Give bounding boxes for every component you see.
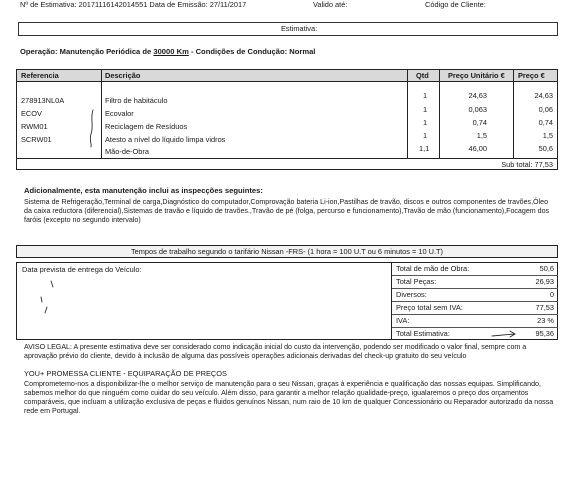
row-qty: 1,1: [419, 144, 430, 153]
summary-value: 50,6: [539, 264, 554, 273]
summary-row: [392, 315, 558, 328]
promise-text: Comprometemo-nos a disponibilizar-lhe o melhor serviço de manutenção para o seu Nissan, graças à experiência e qualificação das nossas equipas. Simplificando, sabemos melhor do que ninguém como cuidar do seu veículo. Além disso, para garantir a melhor relação qualidade-preço, igualaremos o preço dos orçamentos comparáveis, que incluam a utilização exclusiva de peças e fluidos genuínos Nissan, num raio de 10 km de qualquer Concessionário ou Reparador autorizado da nossa rede em Portugal.: [24, 380, 554, 416]
row-price: 0,06: [538, 105, 553, 114]
operation-km: 30000 Km: [153, 47, 189, 56]
legal-notice: AVISO LEGAL: A presente estimativa deve ser considerado como indicação inicial do custo da intervenção, podendo ser modificado o valor final, sempre com a aprovação prévio do cliente, devido à inclusão de alguma das possíveis operações adicionais derivadas del check-up gratuito do seu veículo: [24, 343, 527, 361]
col-qty: Qtd: [416, 71, 429, 80]
summary-label: Preço total sem IVA:: [396, 303, 463, 312]
row-unit: 0,063: [468, 105, 487, 114]
col-divider: [101, 70, 102, 158]
parts-table-header: [17, 70, 557, 82]
handwritten-mark-icon: [31, 277, 71, 317]
col-unit: Preço Unitário €: [448, 71, 505, 80]
row-unit: 24,63: [468, 91, 487, 100]
estimate-label: Estimativa:: [281, 24, 318, 33]
row-ref: ECOV: [21, 109, 42, 118]
operation-prefix: Operação: Manutenção Periódica de: [20, 47, 154, 56]
row-desc: Mão-de-Obra: [105, 147, 149, 156]
handwritten-mark-icon: [85, 108, 99, 148]
summary-row: [392, 302, 558, 315]
parts-table: [16, 69, 558, 170]
row-qty: 1: [423, 105, 428, 114]
row-price: 24,63: [534, 91, 553, 100]
summary-row: [392, 289, 558, 302]
summary-value: 0: [549, 290, 554, 299]
col-divider: [513, 70, 514, 158]
summary-row: [392, 276, 558, 289]
operation-title: [20, 47, 315, 56]
row-unit: 46,00: [468, 144, 487, 153]
row-price: 1,5: [542, 131, 553, 140]
subtotal-row: [17, 158, 557, 170]
handwritten-arrow-icon: [490, 328, 520, 340]
row-price: 50,6: [538, 144, 553, 153]
col-price: Preço €: [518, 71, 545, 80]
row-ref: SCRW01: [21, 135, 52, 144]
promise-title: YOU+ PROMESSA CLIENTE - EQUIPARAÇÃO DE PREÇOS: [24, 369, 227, 378]
row-ref: 278913NL0A: [21, 96, 65, 105]
delivery-date-label: Data prevista de entrega do Veículo:: [22, 265, 142, 274]
summary-row: [392, 263, 558, 276]
summary-value: 26,93: [535, 277, 554, 286]
col-ref: Referencia: [21, 71, 59, 80]
col-divider: [407, 70, 408, 158]
labor-times-text: Tempos de trabalho segundo o tarifário Nissan -FRS- (1 hora = 100 U.T ou 6 minutos = 10 U.T): [130, 247, 444, 256]
summary-label: IVA:: [396, 316, 410, 325]
row-desc: Ecovalor: [105, 109, 134, 118]
summary-box: [16, 262, 558, 340]
row-price: 0,74: [538, 118, 553, 127]
row-unit: 0,74: [472, 118, 487, 127]
summary-value: 23 %: [537, 316, 554, 325]
estimate-box: [18, 22, 558, 36]
summary-value: 77,53: [535, 303, 554, 312]
estimate-number: Nº de Estimativa: 20171116142014551 Data de Emissão: 27/11/2017: [20, 0, 247, 9]
row-qty: 1: [423, 118, 428, 127]
row-desc: Filtro de habitáculo: [105, 96, 168, 105]
labor-times-bar: [16, 245, 558, 258]
summary-label: Diversos:: [396, 290, 427, 299]
client-code: Código de Cliente:: [425, 0, 486, 9]
subtotal-value: Sub total: 77,53: [501, 160, 553, 169]
summary-label: Total de mão de Obra:: [396, 264, 470, 273]
summary-value: 95,36: [535, 329, 554, 338]
row-ref: RWM01: [21, 122, 48, 131]
col-divider: [439, 70, 440, 158]
summary-label: Total Estimativa:: [396, 329, 450, 338]
summary-label: Total Peças:: [396, 277, 437, 286]
row-unit: 1,5: [476, 131, 487, 140]
row-qty: 1: [423, 131, 428, 140]
document-header: [20, 0, 565, 12]
inspections-text: Sistema de Refrigeração,Terminal de carga,Diagnóstico do computador,Comprovação bateria Li-ion,Pastilhas de travão, discos e outros componentes de travões,Óleo da caixa reductora (diferencial),Sistemas de travão e líquido de travões.,Travão de pé (folga, percurso e funcionamento),Travão de mão (funcionamento),Focagem dos faróis (excepto no segundo intervalo): [24, 198, 550, 225]
row-qty: 1: [423, 91, 428, 100]
row-desc: Reciclagem de Resíduos: [105, 122, 188, 131]
row-desc: Atesto a nível do líquido limpa vidros: [105, 135, 226, 144]
inspections-title: Adicionalmente, esta manutenção inclui as inspecções seguintes:: [24, 186, 263, 195]
summary-row-total: [392, 328, 558, 341]
operation-suffix: - Condições de Condução: Normal: [188, 47, 316, 56]
valid-until: Valido até:: [313, 0, 348, 9]
col-desc: Descrição: [105, 71, 141, 80]
